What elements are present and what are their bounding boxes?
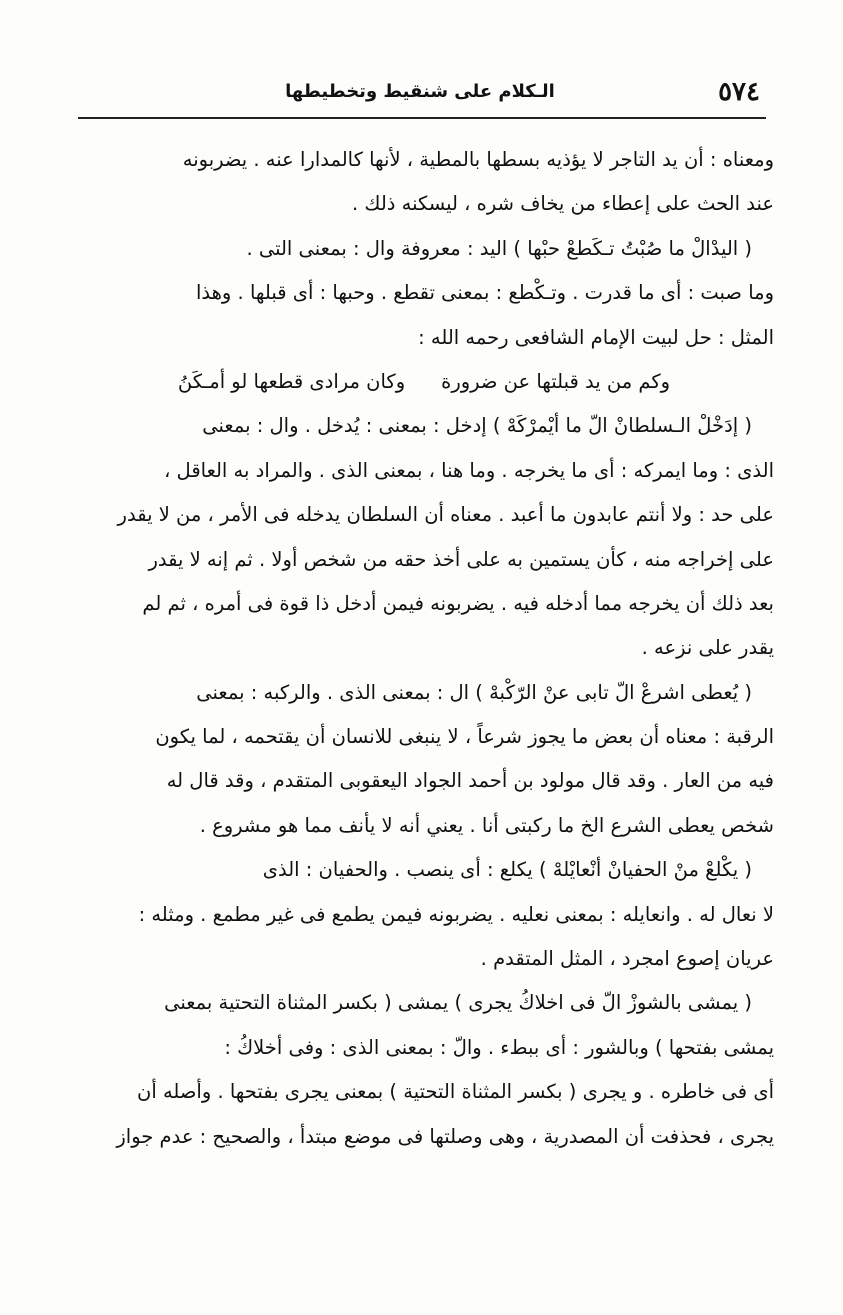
text-line: فيه من العار . وقد قال مولود بن أحمد الجواد اليعقوبى المتقدم ، وقد قال له (166, 769, 774, 793)
page-number: ٥٧٤ (718, 77, 760, 107)
body-text (74, 138, 774, 1159)
header-divider (78, 117, 766, 119)
text-line: على حد : ولا أنتم عابدون ما أعبد . معناه أن السلطان يدخله فى الأمر ، من لا يقدر (117, 503, 774, 527)
running-title: الـكلام على شنقيط وتخطيطها (285, 81, 555, 102)
text-line: عريان إصوع امجرد ، المثل المتقدم . (480, 947, 774, 971)
verse-second-hemistich: وكان مرادى قطعها لو أمـكَنُ (177, 369, 406, 393)
text-line: شخص يعطى الشرع الخ ما ركبتى أنا . يعني أنه لا يأنف مما هو مشروع . (199, 813, 774, 837)
verse-first-hemistich: وكم من يد قبلتها عن ضرورة (441, 369, 671, 393)
text-line: المثل : حل لبيت الإمام الشافعى رحمه الله : (418, 325, 774, 349)
text-line: بعد ذلك أن يخرجه مما أدخله فيه . يضربونه فيمن أدخل ذا قوة فى أمره ، ثم لم (142, 591, 774, 615)
proverb-entry-line: ( يمشى بالشوزْ الّ فى اخلاكُ يجرى ) يمشى ( بكسر المثناة التحتية بمعنى (164, 991, 752, 1015)
proverb-entry-line: ( إدَخْلْ الـسلطانْ الّ ما أيْمرْكَهْ ) إدخل : بمعنى : يُدخل . وال : بمعنى (202, 414, 752, 438)
text-line: على إخراجه منه ، كأن يستمين به على أخذ حقه من شخص أولا . ثم إنه لا يقدر (148, 547, 774, 571)
proverb-entry-line: ( يكْلعْ منْ الحفيانْ أنْعايْلهْ ) يكلع : أى ينصب . والحفيان : الذى (262, 858, 752, 882)
text-line: الرقبة : معناه أن بعض ما يجوز شرعاً ، لا ينبغى للانسان أن يقتحمه ، لما يكون (155, 725, 774, 749)
text-line: ومعناه : أن يد التاجر لا يؤذيه بسطها بالمطية ، لأنها كالمدارا عنه . يضربونه (182, 148, 774, 171)
poem-verse (74, 360, 774, 404)
text-line: وما صبت : أى ما قدرت . وتـكْطع : بمعنى تقطع . وحبها : أى قبلها . وهذا (196, 281, 774, 305)
text-line: يقدر على نزعه . (641, 636, 774, 660)
text-line: يمشى بفتحها ) وبالشور : أى ببطء . والّ : بمعنى الذى : وفى أخلاكُ : (224, 1035, 774, 1059)
text-line: الذى : وما ايمركه : أى ما يخرجه . وما هنا ، بمعنى الذى . والمراد به العاقل ، (164, 458, 774, 482)
text-line: أى فى خاطره . و يجرى ( بكسر المثناة التحتية ) بمعنى يجرى بفتحها . وأصله أن (137, 1080, 774, 1104)
text-line: عند الحث على إعطاء من يخاف شره ، ليسكنه ذلك . (352, 192, 774, 216)
proverb-entry-line: ( يُعطى اشرعْ الّ تابى عنْ الرّكْبهْ ) ال : بمعنى الذى . والركبه : بمعنى (196, 680, 752, 704)
text-line: يجرى ، فحذفت أن المصدرية ، وهى وصلتها فى موضع مبتدأ ، والصحيح : عدم جواز (116, 1124, 774, 1148)
page-header (80, 72, 760, 112)
text-line: لا نعال له . وانعايله : بمعنى نعليه . يضربونه فيمن يطمع فى غير مطمع . ومثله : (138, 902, 774, 926)
proverb-entry-line: ( اليدْالْ ما صُبْتُ تـكَطعْ حبْها ) اليد : معروفة وال : بمعنى التى . (246, 236, 752, 260)
